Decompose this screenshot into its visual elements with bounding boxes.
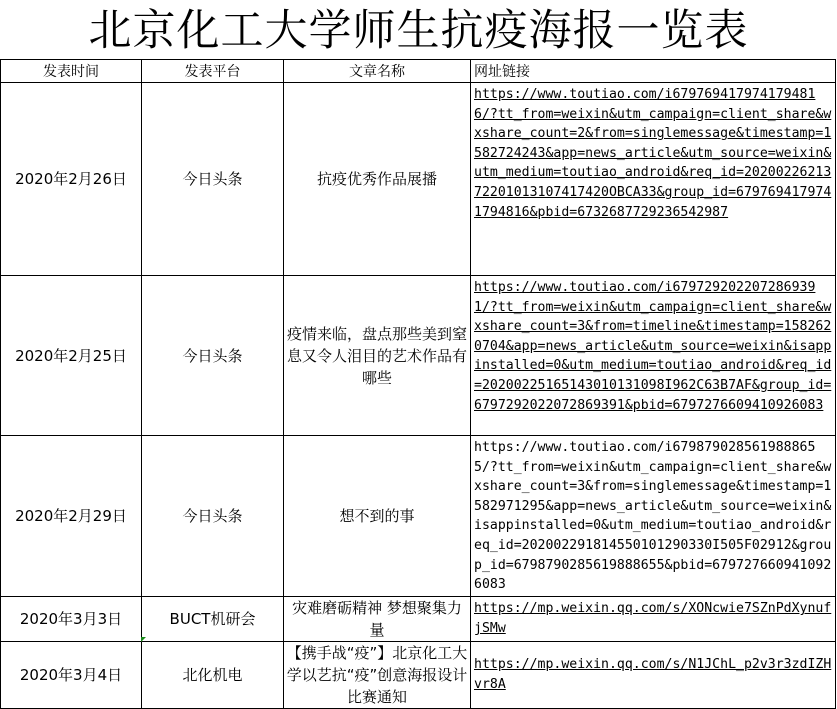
header-date: 发表时间 [1,60,142,83]
url-cell [471,597,836,642]
url-cell [471,436,836,597]
cell-comment-marker [141,637,146,642]
header-url: 网址链接 [471,60,836,83]
date-cell: 2020年3月4日 [1,642,142,709]
table-row [1,436,836,597]
poster-table [0,59,836,709]
article-cell: 抗疫优秀作品展播 [284,83,471,276]
url-link[interactable]: https://mp.weixin.qq.com/s/XONcwie7SZnPdXynufjSMw [474,601,832,636]
table-row [1,642,836,709]
platform-cell: 今日头条 [142,436,284,597]
header-row [1,60,836,83]
url-text: https://www.toutiao.com/i6798790285619888655/?tt_from=weixin&utm_campaign=client_share&wxshare_count=3&from=singlemessage&timestamp=1582971295&app=news_article&utm_source=weixin&isappinstalled=0&utm_medium=toutiao_android&req_id=202002291814550101290330I505F02912&group_id=6798790285619888655&pbid=6797276609410926083 [474,440,832,593]
article-cell: 【携手战“疫”】北京化工大学以艺抗“疫”创意海报设计比赛通知 [284,642,471,709]
url-link[interactable]: https://www.toutiao.com/i6797694179741794816/?tt_from=weixin&utm_campaign=client_share&wxshare_count=2&from=singlemessage&timestamp=1582724243&app=news_article&utm_source=weixin&utm_medium=toutiao_android&req_id=2020022621372201013107417420OBCA33&group_id=6797694179741794816&pbid=6732687729236542987 [474,87,832,220]
table-row [1,597,836,642]
url-link[interactable]: https://mp.weixin.qq.com/s/N1JChL_p2v3r3zdIZHvr8A [474,657,832,692]
table-row [1,83,836,276]
url-link[interactable]: https://www.toutiao.com/i6797292022072869391/?tt_from=weixin&utm_campaign=client_share&wxshare_count=3&from=timeline&timestamp=1582620704&app=news_article&utm_source=weixin&isappinstalled=0&utm_medium=toutiao_android&req_id=20200225165143010131098I962C63B7AF&group_id=6797292022072869391&pbid=6797276609410926083 [474,280,832,413]
date-cell: 2020年3月3日 [1,597,142,642]
header-article: 文章名称 [284,60,471,83]
article-cell: 疫情来临，盘点那些美到窒息又令人泪目的艺术作品有哪些 [284,276,471,436]
platform-cell: 今日头条 [142,276,284,436]
date-cell: 2020年2月29日 [1,436,142,597]
url-cell [471,642,836,709]
platform-cell: 今日头条 [142,83,284,276]
date-cell: 2020年2月25日 [1,276,142,436]
table-row [1,276,836,436]
url-cell [471,276,836,436]
header-platform: 发表平台 [142,60,284,83]
platform-cell: BUCT机研会 [142,597,284,642]
platform-cell: 北化机电 [142,642,284,709]
article-cell: 灾难磨砺精神 梦想聚集力量 [284,597,471,642]
url-cell [471,83,836,276]
page-title: 北京化工大学师生抗疫海报一览表 [88,6,749,56]
article-cell: 想不到的事 [284,436,471,597]
date-cell: 2020年2月26日 [1,83,142,276]
